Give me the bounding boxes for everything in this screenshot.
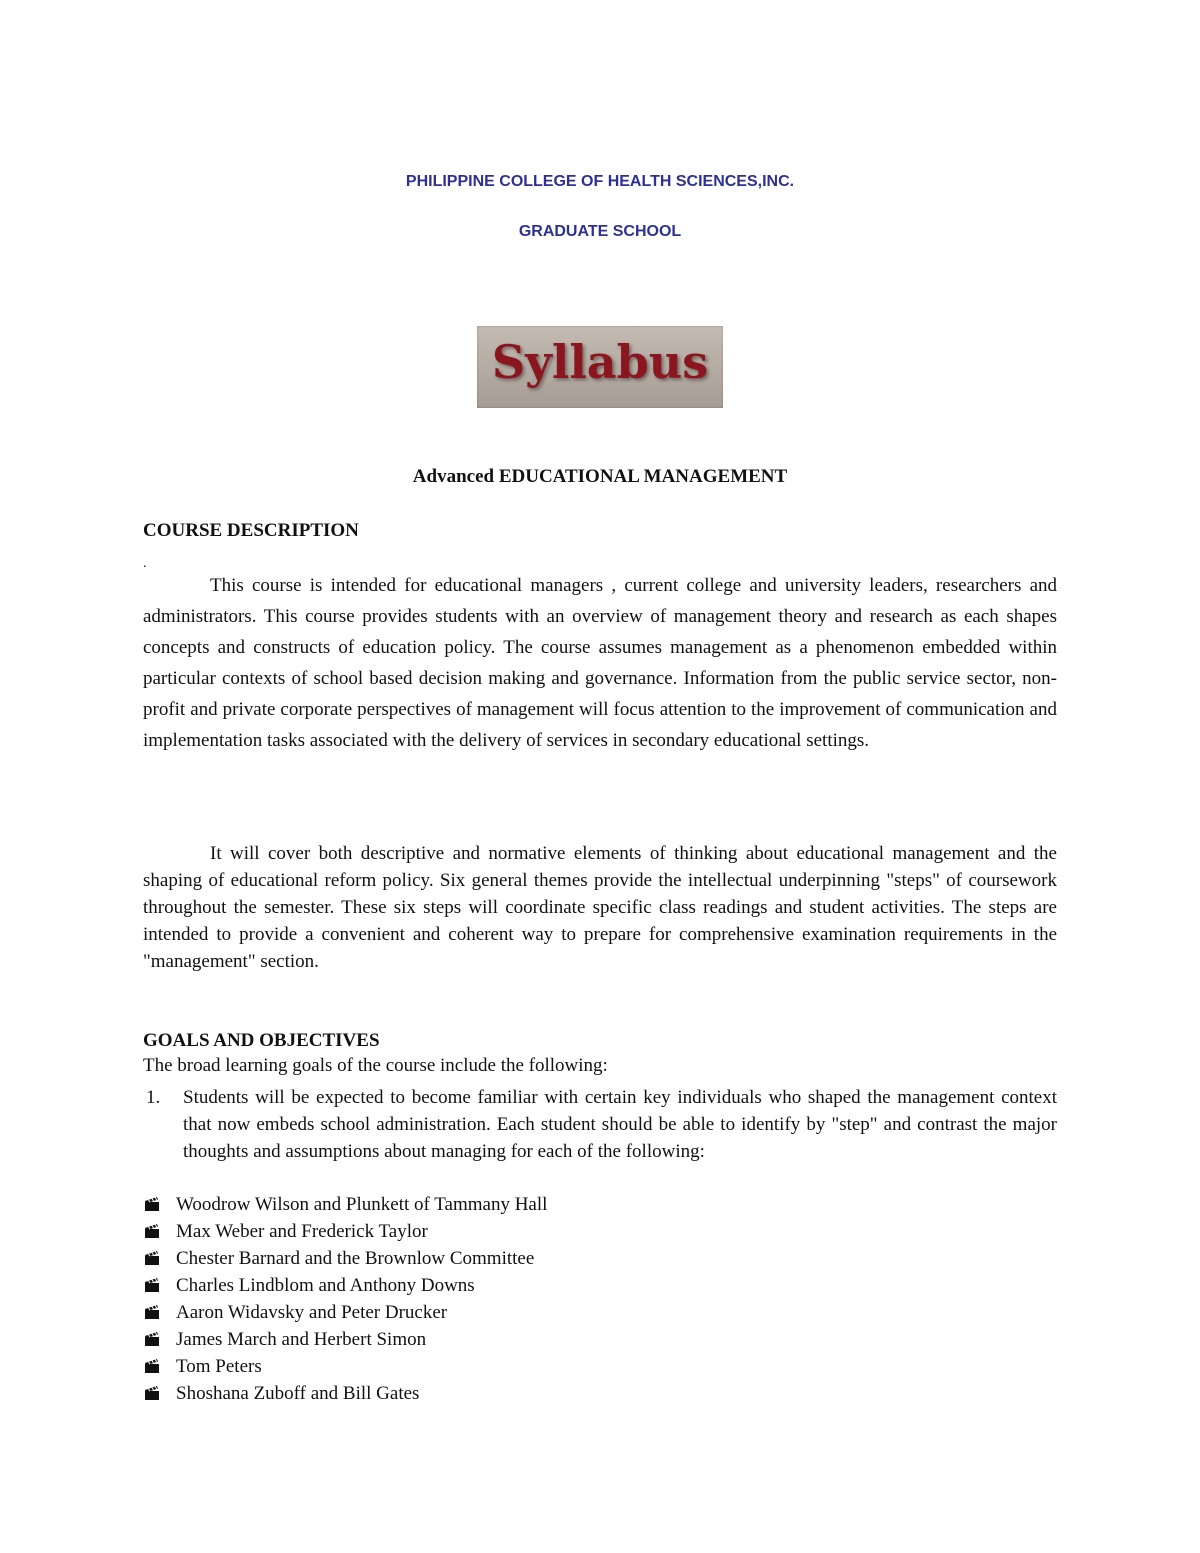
clapperboard-icon xyxy=(144,1304,160,1320)
paragraph-text: This course is intended for educational managers , current college and university leaders, researchers and administrators. This course provides students with an overview of management theory and research as each shapes concepts and constructs of education policy. The course assumes management as a phenomenon embedded within particular contexts of school based decision making and governance. Information from the public service sector, non-profit and private corporate perspectives of management will focus attention to the improvement of communication and implementation tasks associated with the delivery of services in secondary educational settings. xyxy=(143,575,1057,751)
key-individuals-list xyxy=(143,1191,547,1407)
list-item xyxy=(143,1272,547,1299)
description-paragraph-2 xyxy=(143,840,1057,975)
goals-heading: GOALS AND OBJECTIVES xyxy=(143,1030,380,1051)
list-item xyxy=(143,1218,547,1245)
clapperboard-icon xyxy=(144,1223,160,1239)
numbered-list-item xyxy=(143,1084,1057,1165)
school-name: GRADUATE SCHOOL xyxy=(518,223,682,240)
list-item-text: Max Weber and Frederick Taylor xyxy=(176,1221,428,1242)
list-item xyxy=(143,1380,547,1407)
course-title: Advanced EDUCATIONAL MANAGEMENT xyxy=(412,466,788,487)
list-item xyxy=(143,1326,547,1353)
list-item xyxy=(143,1353,547,1380)
list-item-text: Charles Lindblom and Anthony Downs xyxy=(176,1275,475,1296)
paragraph-text: It will cover both descriptive and normative elements of thinking about educational management and the shaping of educational reform policy. Six general themes provide the intellectual underpinning "steps" of coursework throughout the semester. These six steps will coordinate specific class readings and student activities. The steps are intended to provide a convenient and coherent way to prepare for comprehensive examination requirements in the "management" section. xyxy=(143,843,1057,972)
list-item-text: Tom Peters xyxy=(176,1356,262,1377)
list-item xyxy=(143,1191,547,1218)
clapperboard-icon xyxy=(144,1196,160,1212)
institution-name: PHILIPPINE COLLEGE OF HEALTH SCIENCES,INC. xyxy=(405,173,795,190)
list-item-text: Chester Barnard and the Brownlow Committee xyxy=(176,1248,535,1269)
list-number: 1. xyxy=(146,1087,161,1108)
clapperboard-icon xyxy=(144,1385,160,1401)
clapperboard-icon xyxy=(144,1250,160,1266)
clapperboard-icon xyxy=(144,1358,160,1374)
clapperboard-icon xyxy=(144,1277,160,1293)
list-item-text: Shoshana Zuboff and Bill Gates xyxy=(176,1383,420,1404)
list-item-text: James March and Herbert Simon xyxy=(176,1329,427,1350)
description-paragraph-1 xyxy=(143,570,1057,756)
list-item-text: Students will be expected to become familiar with certain key individuals who shaped the management context that now embeds school administration. Each student should be able to identify by "step" and contrast the major thoughts and assumptions about managing for each of the following: xyxy=(183,1087,1057,1162)
list-item xyxy=(143,1245,547,1272)
syllabus-logo-text: Syllabus xyxy=(491,335,709,389)
list-item xyxy=(143,1299,547,1326)
clapperboard-icon xyxy=(144,1331,160,1347)
stray-marker: . xyxy=(143,556,147,571)
goals-intro: The broad learning goals of the course include the following: xyxy=(143,1055,608,1076)
syllabus-logo xyxy=(477,326,723,408)
list-item-text: Woodrow Wilson and Plunkett of Tammany Hall xyxy=(176,1194,548,1215)
course-description-heading: COURSE DESCRIPTION xyxy=(143,520,359,541)
list-item-text: Aaron Widavsky and Peter Drucker xyxy=(176,1302,448,1323)
